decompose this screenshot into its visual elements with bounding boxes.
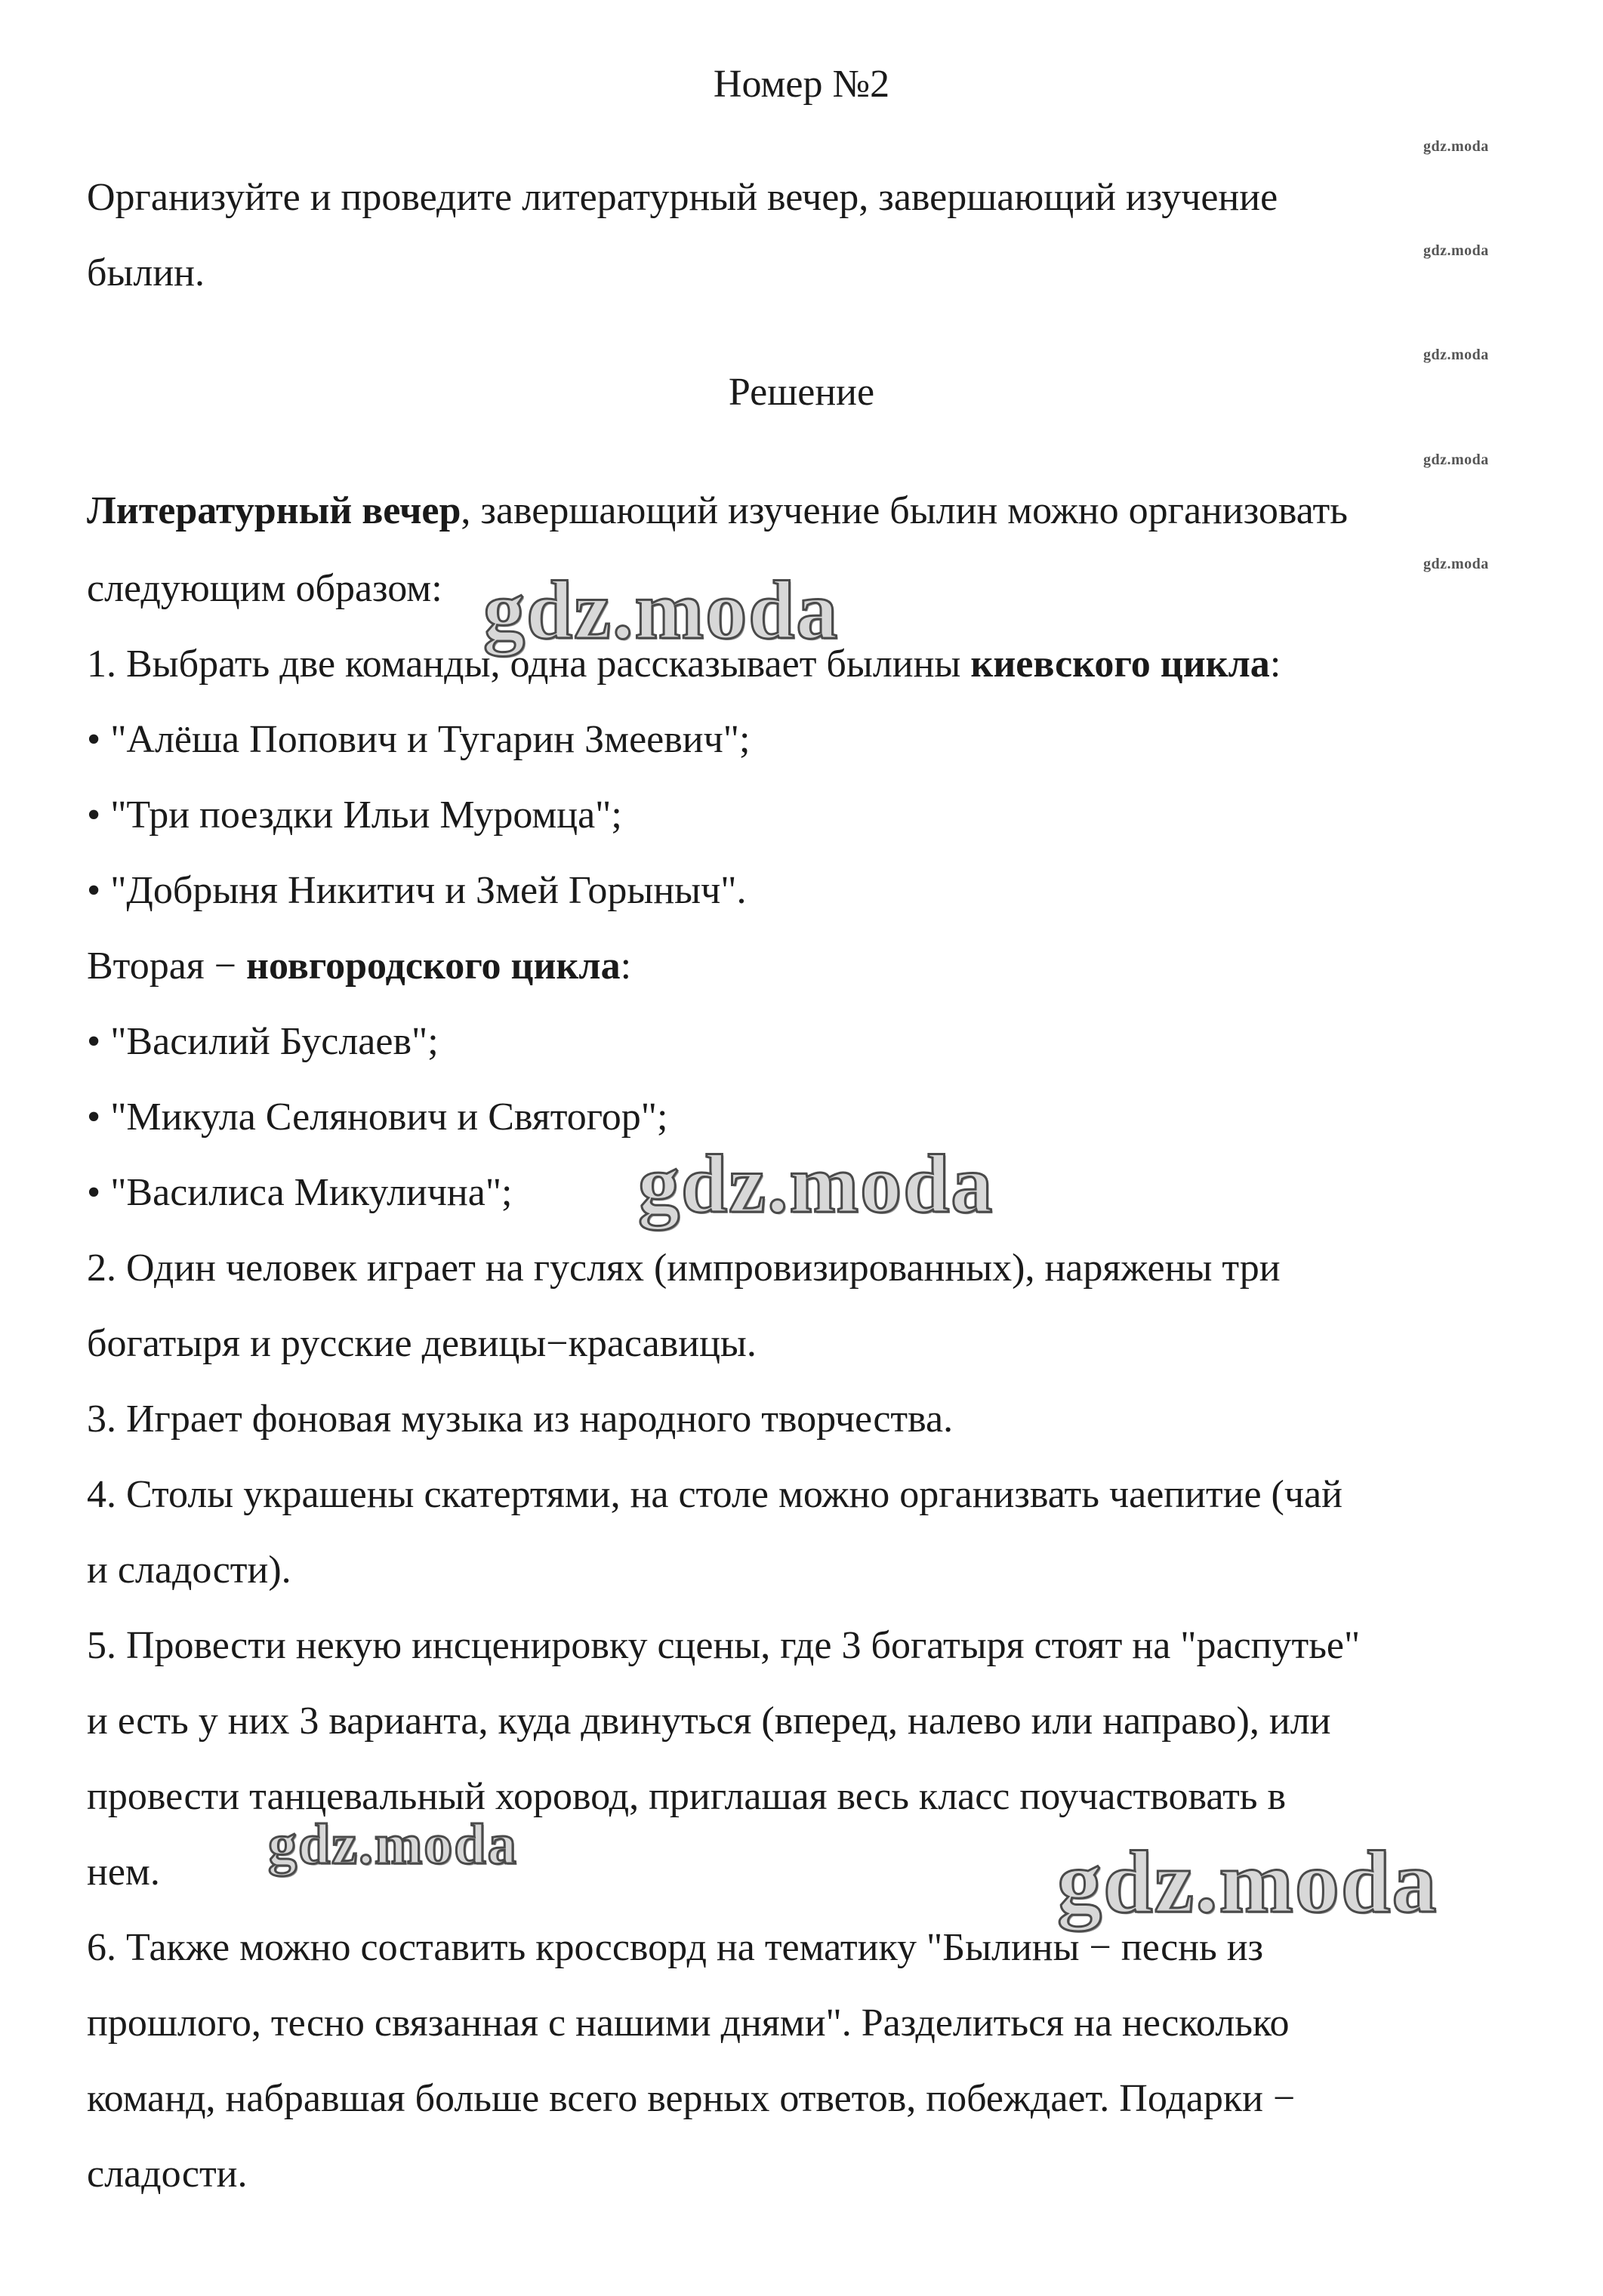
second-team	[87, 947, 631, 986]
intro-bold-term: Литературный вечер	[87, 489, 461, 532]
intro-line-2: следующим образом:	[87, 567, 442, 610]
step-5-line-3: провести танцевальный хоровод, приглашая весь класс поучаствовать в	[87, 1775, 1287, 1818]
step-1-bold: киевского цикла	[970, 643, 1270, 686]
watermark-small: gdz.moda	[1423, 556, 1489, 572]
step-6-line-4: сладости.	[87, 2153, 248, 2196]
task-text-line-2: былин.	[87, 251, 205, 294]
second-prefix: Вторая −	[87, 945, 247, 988]
watermark-small: gdz.moda	[1423, 347, 1489, 363]
second-bold: новгородского цикла	[246, 945, 621, 988]
step-5-line-4: нем.	[87, 1851, 160, 1894]
step-4-line-2: и сладости).	[87, 1549, 291, 1592]
step-2-line-1: 2. Один человек играет на гуслях (импровизированных), наряжены три	[87, 1247, 1281, 1290]
second-suffix: :	[620, 945, 632, 988]
step-6-line-3: команд, набравшая больше всего верных ответов, побеждает. Подарки −	[87, 2077, 1296, 2120]
page-title: Номер №2	[713, 63, 890, 106]
step-5-line-2: и есть у них 3 варианта, куда двинуться (вперед, налево или направо), или	[87, 1700, 1331, 1743]
step-4-line-1: 4. Столы украшены скатертями, на столе можно организвать чаепитие (чай	[87, 1473, 1343, 1516]
step-2-line-2: богатыря и русские девицы−красавицы.	[87, 1322, 757, 1365]
intro-rest: , завершающий изучение былин можно организовать	[461, 489, 1348, 532]
watermark-large: gdz.moda	[1057, 1832, 1438, 1931]
kiev-item: • "Алёша Попович и Тугарин Змеевич";	[87, 718, 751, 761]
step-5-line-1: 5. Провести некую инсценировку сцены, где 3 богатыря стоят на "распутье"	[87, 1624, 1361, 1667]
step-3: 3. Играет фоновая музыка из народного творчества.	[87, 1398, 954, 1441]
novgorod-item: • "Микула Селянович и Святогор";	[87, 1096, 668, 1139]
watermark-small: gdz.moda	[1423, 138, 1489, 155]
watermark-large: gdz.moda	[638, 1138, 994, 1230]
watermark-small: gdz.moda	[1423, 451, 1489, 468]
novgorod-item: • "Василиса Микулична";	[87, 1171, 513, 1214]
task-text-line-1: Организуйте и проведите литературный вечер, завершающий изучение	[87, 176, 1278, 219]
step-1-suffix: :	[1269, 643, 1281, 686]
solution-heading: Решение	[728, 371, 875, 414]
watermark-small: gdz.moda	[1423, 242, 1489, 259]
kiev-item: • "Три поездки Ильи Муромца";	[87, 794, 622, 837]
watermark-large: gdz.moda	[268, 1813, 518, 1876]
kiev-item: • "Добрыня Никитич и Змей Горыныч".	[87, 869, 747, 912]
novgorod-item: • "Василий Буслаев";	[87, 1020, 439, 1063]
step-1-prefix: 1. Выбрать две команды, одна рассказывает былины	[87, 643, 971, 686]
watermark-large: gdz.moda	[483, 564, 840, 656]
intro-line-1	[87, 489, 1348, 532]
step-6-line-2: прошлого, тесно связанная с нашими днями". Разделиться на несколько	[87, 2002, 1290, 2045]
step-6-line-1: 6. Также можно составить кроссворд на тематику "Былины − песнь из	[87, 1926, 1264, 1969]
